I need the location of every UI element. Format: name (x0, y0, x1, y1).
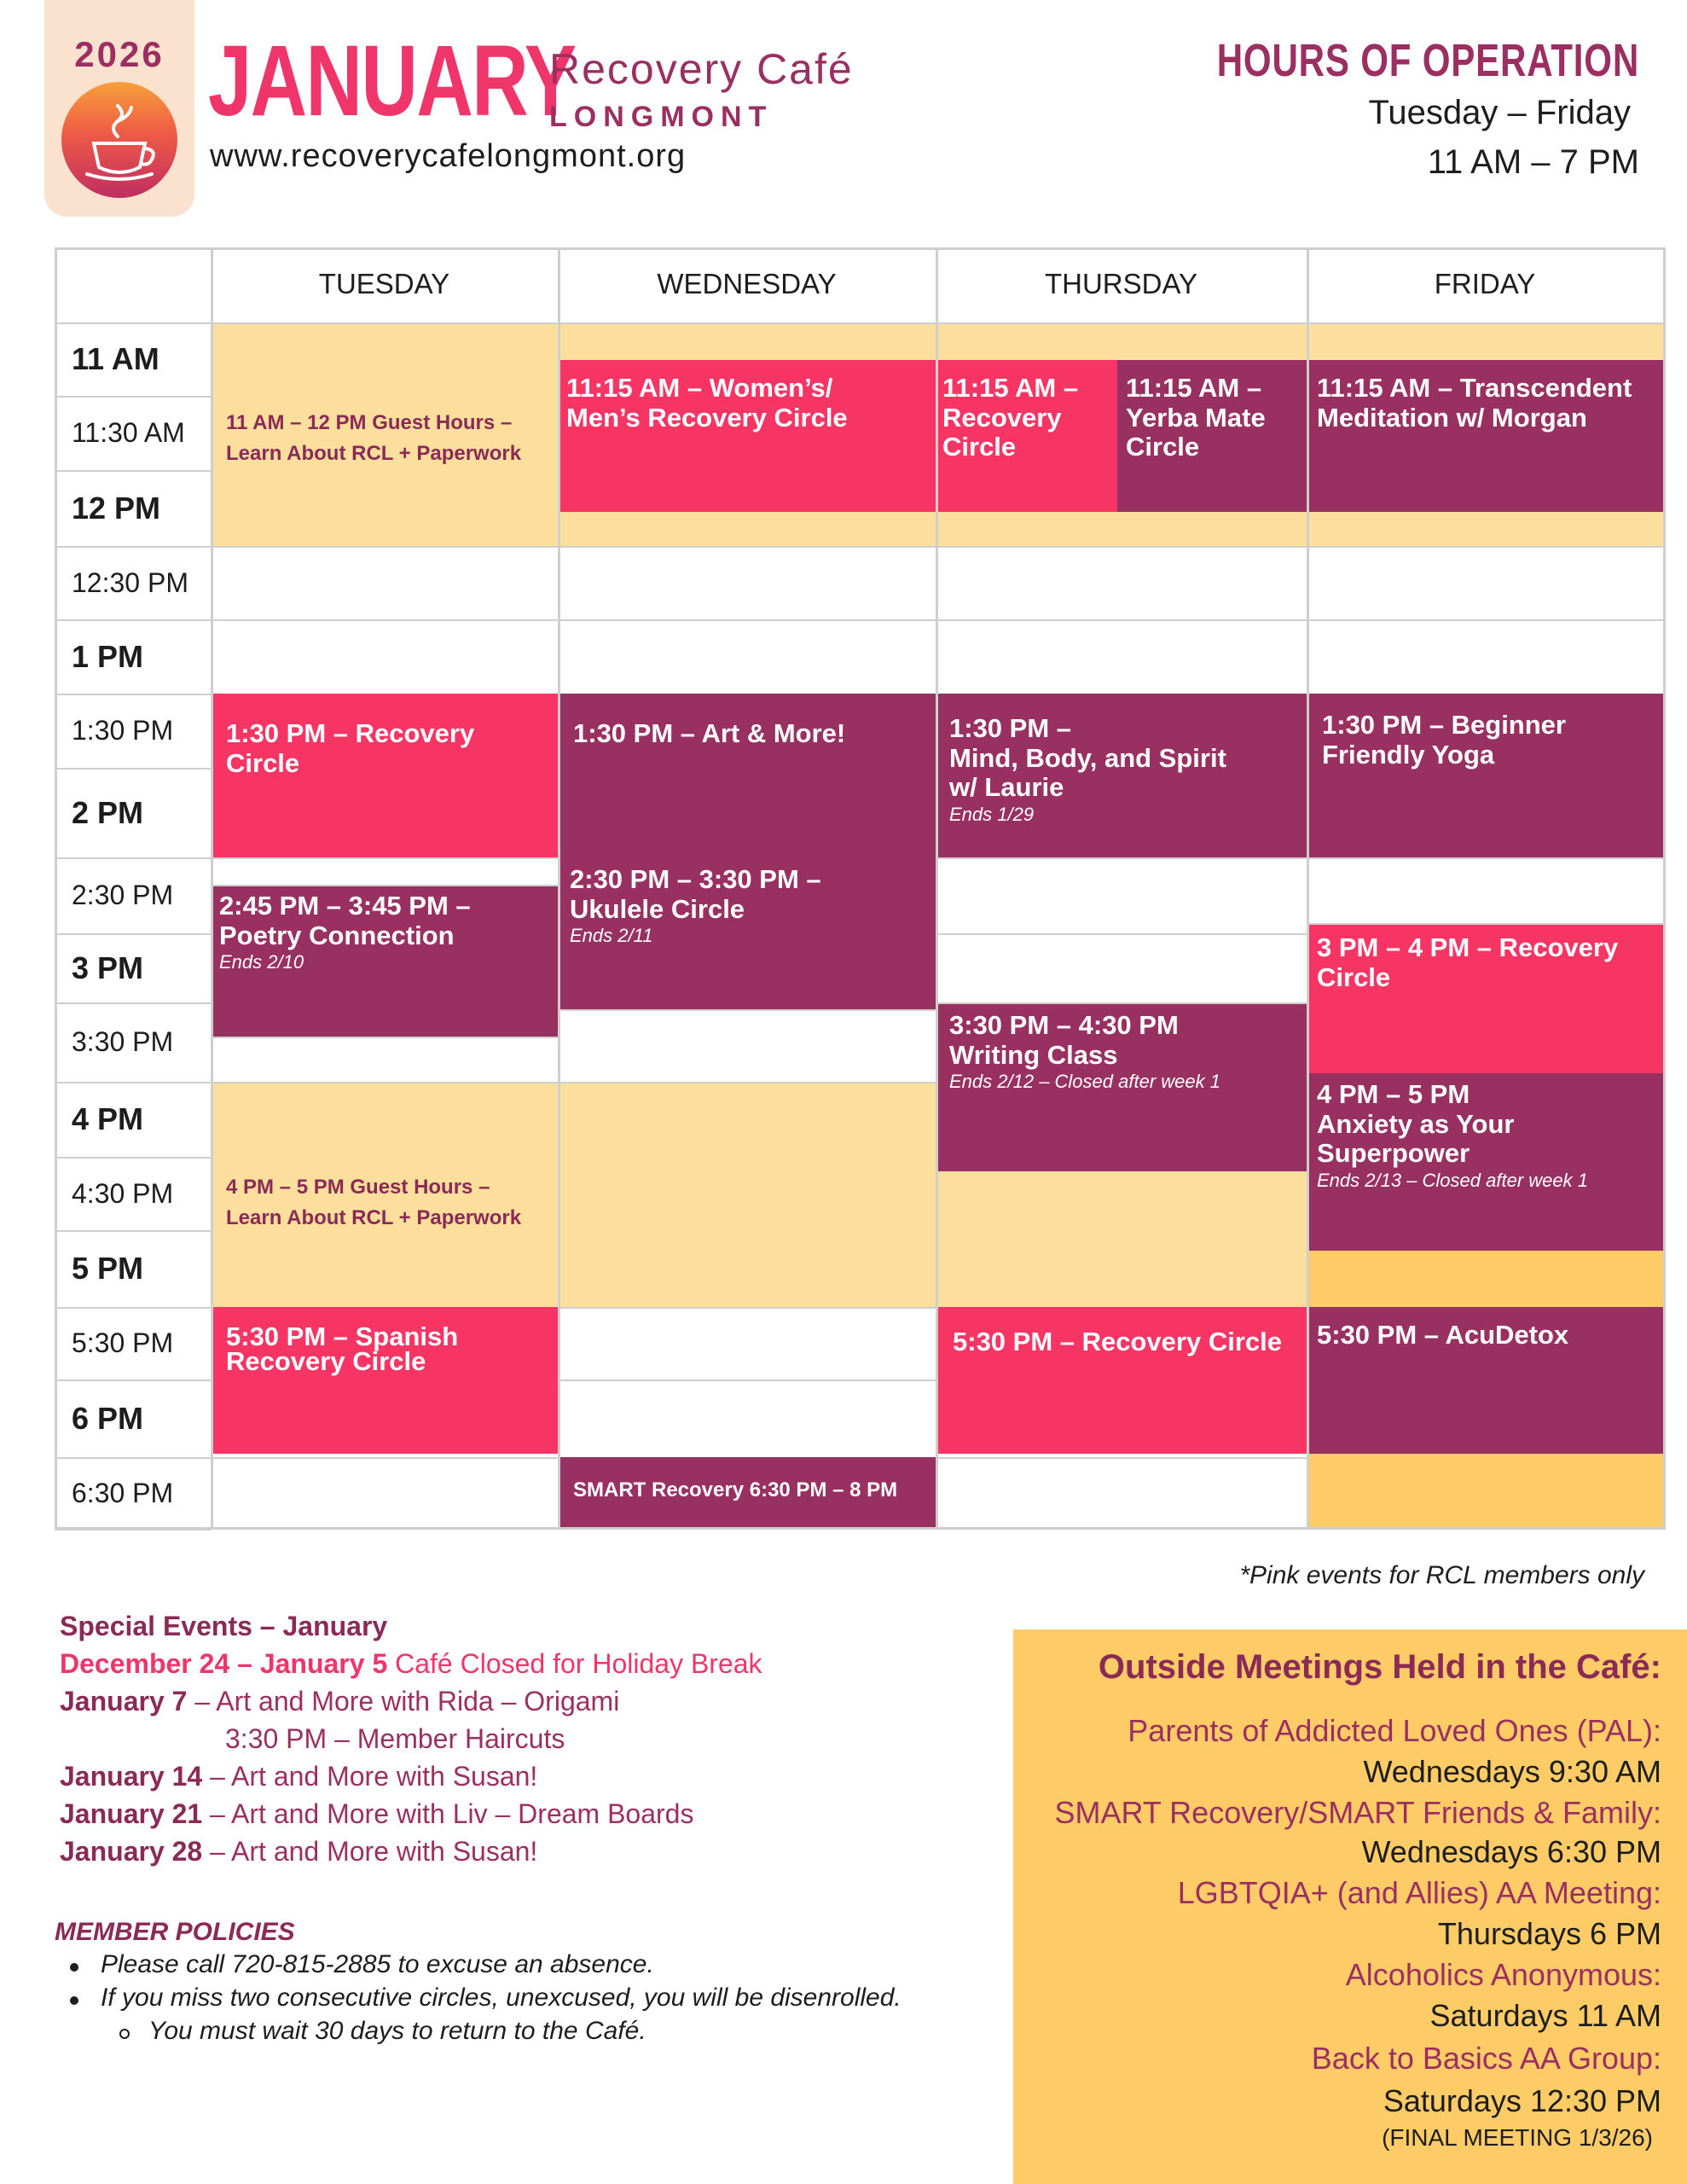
time-label: 2:30 PM (72, 880, 174, 910)
final-meeting-note: (FINAL MEETING 1/3/26) (1382, 2124, 1653, 2151)
special-event-2: January 7 – Art and More with Rida – Origami (60, 1686, 620, 1716)
wednesday-smart-recovery: SMART Recovery 6:30 PM – 8 PM (558, 1457, 936, 1529)
hollow-bullet-icon (119, 2029, 130, 2039)
wednesday-art-and-more: 1:30 PM – Art & More! (558, 694, 936, 1009)
cell-divider (211, 1082, 558, 1083)
cell-divider (211, 619, 558, 621)
hours-days: Tuesday – Friday (1368, 94, 1631, 131)
city-name: LONGMONT (549, 101, 774, 133)
day-header-thursday: THURSDAY (1044, 268, 1198, 299)
tuesday-poetry-connection: 2:45 PM – 3:45 PM – Poetry Connection Ends 2/10 (211, 885, 558, 1037)
time-label: 5:30 PM (72, 1327, 174, 1358)
cell-divider (1307, 546, 1663, 548)
friday-anxiety-superpower: 4 PM – 5 PM Anxiety as Your Superpower Ends 2/13 – Closed after week 1 (1307, 1073, 1663, 1251)
cell-divider (936, 619, 1307, 621)
day-header-tuesday: TUESDAY (318, 268, 450, 299)
cell-divider (936, 933, 1307, 935)
meeting-name: SMART Recovery/SMART Friends & Family: (1054, 1795, 1661, 1830)
policy-item-3: You must wait 30 days to return to the Café. (148, 2017, 646, 2045)
cell-divider (936, 857, 1307, 859)
tuesday-spanish-recovery-circle: 5:30 PM – Spanish Recovery Circle (211, 1307, 558, 1454)
friday-beginner-yoga: 1:30 PM – Beginner Friendly Yoga (1307, 694, 1663, 857)
time-label: 1:30 PM (72, 715, 174, 746)
cell-divider (936, 1457, 1307, 1459)
meeting-time: Wednesdays 6:30 PM (1361, 1834, 1661, 1869)
cell-divider (1307, 619, 1663, 621)
row-divider (55, 1529, 211, 1531)
meeting-time: Saturdays 11 AM (1429, 1998, 1661, 2033)
thursday-recovery-circle-pm: 5:30 PM – Recovery Circle (936, 1307, 1307, 1454)
outside-meetings-title: Outside Meetings Held in the Café: (1098, 1648, 1661, 1686)
friday-recovery-circle: 3 PM – 4 PM – Recovery Circle (1307, 923, 1663, 1073)
wednesday-pm-band (558, 1082, 936, 1307)
time-label: 1 PM (72, 639, 144, 674)
tuesday-recovery-circle: 1:30 PM – Recovery Circle (211, 694, 558, 857)
cell-divider (558, 1307, 936, 1309)
thursday-mind-body-spirit: 1:30 PM – Mind, Body, and Spirit w/ Laurie Ends 1/29 (936, 694, 1307, 857)
time-label: 4 PM (72, 1101, 144, 1136)
bullet-icon (70, 1963, 78, 1972)
policy-item-2: If you miss two consecutive circles, unexcused, you will be disenrolled. (101, 1984, 901, 2012)
meeting-time: Saturdays 12:30 PM (1383, 2083, 1661, 2118)
friday-gold-band-evening (1307, 1454, 1663, 1529)
thursday-recovery-circle-am: 11:15 AM – Recovery Circle (936, 360, 1117, 512)
time-label: 4:30 PM (72, 1178, 174, 1209)
day-header-wednesday: WEDNESDAY (657, 268, 837, 299)
friday-transcendent-meditation: 11:15 AM – Transcendent Meditation w/ Morgan (1307, 360, 1663, 512)
cell-divider (1307, 857, 1663, 859)
meeting-time: Wednesdays 9:30 AM (1363, 1754, 1661, 1789)
thursday-writing-class: 3:30 PM – 4:30 PM Writing Class Ends 2/12 – Closed after week 1 (936, 1002, 1307, 1171)
cell-divider (558, 546, 936, 548)
meeting-name: LGBTQIA+ (and Allies) AA Meeting: (1177, 1875, 1661, 1910)
cell-divider (211, 1457, 558, 1459)
grid-bottom-border (55, 1527, 1666, 1530)
month-title: JANUARY (208, 25, 576, 137)
time-label: 6 PM (72, 1401, 144, 1436)
special-event-2b: 3:30 PM – Member Haircuts (225, 1723, 565, 1754)
time-label: 6:30 PM (72, 1478, 174, 1508)
wednesday-ukulele-circle: 2:30 PM – 3:30 PM – Ukulele Circle Ends 2/11 (570, 864, 821, 947)
meeting-name: Back to Basics AA Group: (1311, 2041, 1661, 2076)
cell-divider (558, 1082, 936, 1083)
cell-divider (1307, 923, 1663, 925)
time-label: 12:30 PM (72, 567, 188, 598)
meeting-name: Parents of Addicted Loved Ones (PAL): (1128, 1713, 1661, 1748)
cell-divider (936, 1002, 1307, 1004)
policy-item-1: Please call 720-815-2885 to excuse an absence. (101, 1950, 654, 1978)
time-label: 11 AM (72, 341, 159, 376)
tuesday-guest-hours-am: 11 AM – 12 PM Guest Hours – Learn About RCL + Paperwork (211, 322, 558, 546)
wednesday-womens-mens-recovery-circle: 11:15 AM – Women’s/ Men’s Recovery Circle (558, 360, 936, 512)
column-divider (1663, 247, 1666, 1529)
cell-divider (558, 1009, 936, 1011)
meeting-time: Thursdays 6 PM (1437, 1916, 1661, 1951)
friday-gold-band (1307, 1251, 1663, 1307)
cell-divider (558, 1380, 936, 1381)
cell-divider (211, 546, 558, 548)
time-label: 3 PM (72, 950, 144, 985)
hours-title: HOURS OF OPERATION (1216, 35, 1639, 86)
hours-time: 11 AM – 7 PM (1427, 143, 1639, 181)
time-label: 3:30 PM (72, 1026, 174, 1057)
time-label: 2 PM (72, 795, 144, 830)
time-label: 12 PM (72, 491, 161, 526)
special-events-title: Special Events – January (60, 1611, 388, 1641)
column-divider (936, 247, 938, 1529)
cell-divider (211, 1037, 558, 1038)
thursday-yerba-mate-circle: 11:15 AM – Yerba Mate Circle (1117, 360, 1307, 512)
cell-divider (936, 546, 1307, 548)
cell-divider (558, 619, 936, 621)
year-label: 2026 (74, 34, 165, 74)
pink-events-note: *Pink events for RCL members only (1239, 1561, 1644, 1589)
cell-divider (211, 857, 558, 859)
website-link[interactable]: www.recoverycafelongmont.org (210, 138, 687, 174)
time-label: 5 PM (72, 1251, 144, 1286)
special-event-5: January 28 – Art and More with Susan! (60, 1836, 538, 1867)
special-event-3: January 14 – Art and More with Susan! (60, 1761, 538, 1792)
column-divider (211, 247, 213, 1529)
cafe-name: Recovery Café (549, 45, 854, 93)
time-label: 11:30 AM (72, 417, 185, 448)
member-policies-title: MEMBER POLICIES (55, 1918, 295, 1946)
thursday-pm-band (936, 1171, 1307, 1307)
special-event-1: December 24 – January 5 Café Closed for Holiday Break (60, 1648, 762, 1679)
friday-acudetox: 5:30 PM – AcuDetox (1307, 1307, 1663, 1454)
cell-divider (211, 885, 558, 886)
special-event-4: January 21 – Art and More with Liv – Dream Boards (60, 1798, 694, 1829)
meeting-name: Alcoholics Anonymous: (1345, 1957, 1661, 1992)
header-divider (55, 322, 1663, 324)
bullet-icon (70, 1996, 78, 2005)
tuesday-guest-hours-pm: 4 PM – 5 PM Guest Hours – Learn About RCL + Paperwork (211, 1082, 558, 1307)
day-header-friday: FRIDAY (1434, 268, 1536, 299)
column-divider (558, 247, 560, 1529)
column-divider (1307, 247, 1309, 1529)
